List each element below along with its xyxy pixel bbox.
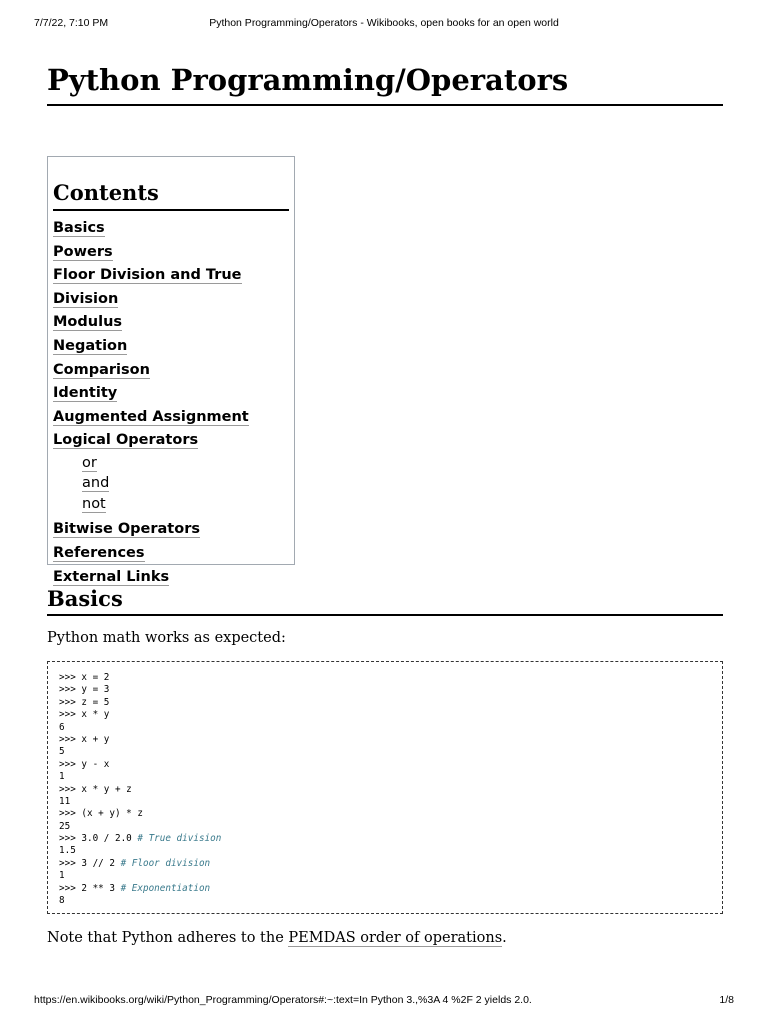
code-text: >>> z = 5 bbox=[59, 696, 110, 708]
print-doc-title: Python Programming/Operators - Wikibooks, open books for an open world bbox=[209, 17, 559, 29]
code-line bbox=[59, 858, 722, 870]
code-comment: # True division bbox=[137, 833, 222, 845]
code-line bbox=[59, 895, 722, 907]
toc-sublink[interactable]: or bbox=[82, 454, 97, 471]
toc-link[interactable]: References bbox=[53, 545, 145, 562]
code-text: 5 bbox=[59, 746, 65, 758]
code-block bbox=[47, 661, 723, 914]
toc-link[interactable]: External Links bbox=[53, 568, 170, 585]
code-line bbox=[59, 672, 722, 684]
toc-link[interactable]: Modulus bbox=[53, 314, 123, 331]
note-paragraph bbox=[47, 928, 507, 948]
toc-link[interactable]: Identity bbox=[53, 385, 118, 402]
page-title: Python Programming/Operators bbox=[47, 60, 723, 106]
code-line bbox=[59, 821, 722, 833]
toc-item bbox=[53, 406, 289, 430]
toc-sublist bbox=[53, 453, 289, 515]
code-line bbox=[59, 808, 722, 820]
toc-item bbox=[53, 542, 289, 566]
code-text: 1 bbox=[59, 870, 65, 882]
code-comment: # Floor division bbox=[120, 857, 211, 869]
toc-sublink[interactable]: not bbox=[82, 495, 106, 512]
toc-link[interactable]: Augmented Assignment bbox=[53, 408, 249, 425]
print-url: https://en.wikibooks.org/wiki/Python_Programming/Operators#:~:text=In Python 3.,%3A 4 %2F 2 yields 2.0. bbox=[34, 994, 532, 1006]
code-text: >>> y = 3 bbox=[59, 684, 110, 696]
code-line bbox=[59, 684, 722, 696]
toc-item bbox=[53, 518, 289, 542]
code-text: >>> x * y bbox=[59, 709, 110, 721]
code-line bbox=[59, 759, 722, 771]
toc-item bbox=[53, 335, 289, 359]
toc-item bbox=[53, 429, 289, 514]
toc-item bbox=[53, 311, 289, 335]
code-line bbox=[59, 746, 722, 758]
code-comment: # Exponentiation bbox=[120, 882, 211, 894]
code-line bbox=[59, 870, 722, 882]
code-text: 1.5 bbox=[59, 845, 76, 857]
code-line bbox=[59, 845, 722, 857]
toc-item bbox=[53, 382, 289, 406]
toc-title: Contents bbox=[53, 179, 289, 211]
code-text: >>> y - x bbox=[59, 758, 110, 770]
code-text: 8 bbox=[59, 895, 65, 907]
toc-link[interactable]: Negation bbox=[53, 337, 128, 354]
code-line bbox=[59, 833, 722, 845]
toc-subitem bbox=[82, 494, 289, 515]
code-text: >>> 3 // 2 bbox=[59, 857, 121, 869]
code-line bbox=[59, 796, 722, 808]
toc-subitem bbox=[82, 453, 289, 474]
toc-link[interactable]: Powers bbox=[53, 243, 113, 260]
section-intro: Python math works as expected: bbox=[47, 630, 286, 646]
toc-item bbox=[53, 264, 289, 311]
note-text-after: . bbox=[502, 930, 507, 946]
toc-link[interactable]: Comparison bbox=[53, 361, 150, 378]
print-datetime: 7/7/22, 7:10 PM bbox=[34, 17, 109, 29]
code-text: >>> 3.0 / 2.0 bbox=[59, 833, 138, 845]
code-line bbox=[59, 784, 722, 796]
code-line bbox=[59, 734, 722, 746]
code-line bbox=[59, 883, 722, 895]
code-text: >>> (x + y) * z bbox=[59, 808, 143, 820]
code-text: 25 bbox=[59, 820, 71, 832]
toc-link[interactable]: Bitwise Operators bbox=[53, 521, 200, 538]
toc-link[interactable]: Basics bbox=[53, 220, 105, 236]
toc-link[interactable]: Logical Operators bbox=[53, 432, 199, 449]
code-text: 11 bbox=[59, 795, 71, 807]
toc-sublink[interactable]: and bbox=[82, 475, 110, 492]
toc-subitem bbox=[82, 473, 289, 494]
code-text: >>> x = 2 bbox=[59, 672, 110, 683]
pemdas-link[interactable]: PEMDAS order of operations bbox=[288, 930, 503, 946]
toc-item bbox=[53, 359, 289, 383]
code-text: >>> 2 ** 3 bbox=[59, 882, 121, 894]
code-line bbox=[59, 697, 722, 709]
toc-item bbox=[53, 241, 289, 265]
toc-list bbox=[53, 217, 289, 589]
code-line bbox=[59, 771, 722, 783]
code-text: 6 bbox=[59, 721, 65, 733]
toc-item bbox=[53, 217, 289, 241]
code-text: >>> x + y bbox=[59, 733, 110, 745]
code-text: >>> x * y + z bbox=[59, 783, 132, 795]
code-line bbox=[59, 722, 722, 734]
code-line bbox=[59, 709, 722, 721]
table-of-contents bbox=[47, 156, 295, 585]
toc-link[interactable]: Floor Division and True Division bbox=[53, 267, 242, 307]
code-text: 1 bbox=[59, 771, 65, 783]
section-heading-basics: Basics bbox=[47, 585, 723, 616]
page-number: 1/8 bbox=[719, 994, 734, 1006]
note-text-before: Note that Python adheres to the bbox=[47, 930, 289, 946]
